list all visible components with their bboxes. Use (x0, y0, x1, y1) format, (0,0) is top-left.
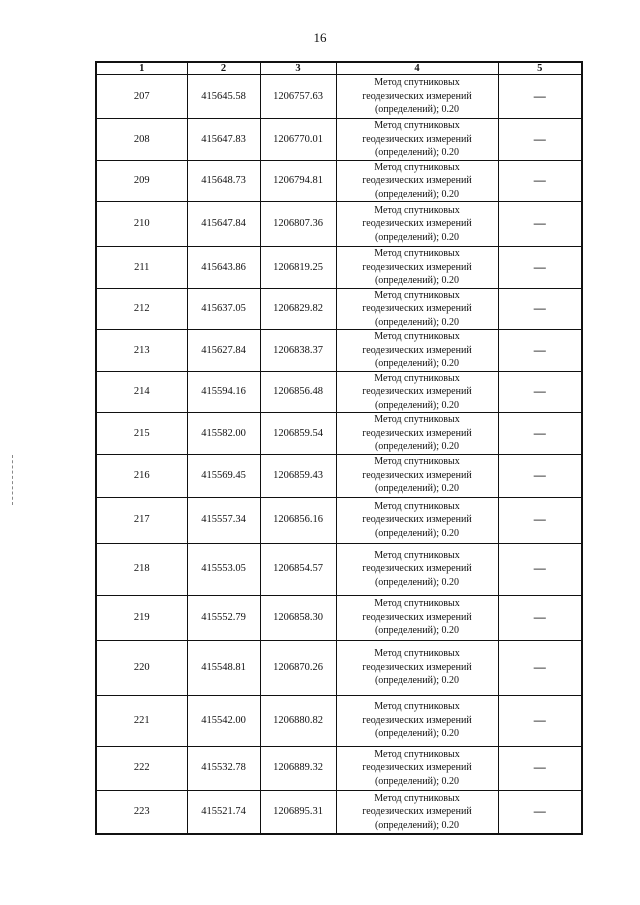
note-cell: — (498, 288, 582, 330)
point-number-cell: 212 (96, 288, 187, 330)
method-cell: Метод спутниковых геодезических измерений (определений); 0.20 (336, 247, 498, 289)
x-coordinate-cell: 415648.73 (187, 160, 260, 202)
table-row (96, 119, 582, 161)
method-cell: Метод спутниковых геодезических измерений (определений); 0.20 (336, 202, 498, 247)
y-coordinate-cell: 1206856.16 (260, 497, 336, 543)
table-body (96, 75, 582, 835)
table-row (96, 160, 582, 202)
y-coordinate-cell: 1206757.63 (260, 75, 336, 119)
note-cell: — (498, 75, 582, 119)
y-coordinate-cell: 1206819.25 (260, 247, 336, 289)
note-cell: — (498, 497, 582, 543)
method-cell: Метод спутниковых геодезических измерений (определений); 0.20 (336, 413, 498, 455)
x-coordinate-cell: 415553.05 (187, 543, 260, 595)
note-cell: — (498, 595, 582, 640)
method-cell: Метод спутниковых геодезических измерений (определений); 0.20 (336, 640, 498, 695)
column-header: 4 (336, 62, 498, 75)
note-cell: — (498, 413, 582, 455)
method-cell: Метод спутниковых геодезических измерений (определений); 0.20 (336, 330, 498, 372)
method-cell: Метод спутниковых геодезических измерений (определений); 0.20 (336, 160, 498, 202)
table-row (96, 202, 582, 247)
method-cell: Метод спутниковых геодезических измерений (определений); 0.20 (336, 371, 498, 413)
method-cell: Метод спутниковых геодезических измерений (определений); 0.20 (336, 288, 498, 330)
point-number-cell: 211 (96, 247, 187, 289)
x-coordinate-cell: 415582.00 (187, 413, 260, 455)
y-coordinate-cell: 1206829.82 (260, 288, 336, 330)
x-coordinate-cell: 415532.78 (187, 746, 260, 790)
x-coordinate-cell: 415548.81 (187, 640, 260, 695)
column-header: 2 (187, 62, 260, 75)
x-coordinate-cell: 415647.84 (187, 202, 260, 247)
method-cell: Метод спутниковых геодезических измерений (определений); 0.20 (336, 595, 498, 640)
y-coordinate-cell: 1206770.01 (260, 119, 336, 161)
y-coordinate-cell: 1206880.82 (260, 695, 336, 746)
note-cell: — (498, 119, 582, 161)
y-coordinate-cell: 1206895.31 (260, 790, 336, 834)
table-row (96, 247, 582, 289)
point-number-cell: 208 (96, 119, 187, 161)
table-row (96, 640, 582, 695)
point-number-cell: 215 (96, 413, 187, 455)
x-coordinate-cell: 415645.58 (187, 75, 260, 119)
coordinates-table (95, 61, 583, 835)
y-coordinate-cell: 1206870.26 (260, 640, 336, 695)
point-number-cell: 219 (96, 595, 187, 640)
note-cell: — (498, 202, 582, 247)
note-cell: — (498, 371, 582, 413)
note-cell: — (498, 746, 582, 790)
note-cell: — (498, 330, 582, 372)
table-row (96, 790, 582, 834)
table-row (96, 746, 582, 790)
point-number-cell: 218 (96, 543, 187, 595)
note-cell: — (498, 454, 582, 497)
x-coordinate-cell: 415521.74 (187, 790, 260, 834)
y-coordinate-cell: 1206859.54 (260, 413, 336, 455)
method-cell: Метод спутниковых геодезических измерений (определений); 0.20 (336, 497, 498, 543)
table-row (96, 695, 582, 746)
table-row (96, 288, 582, 330)
method-cell: Метод спутниковых геодезических измерений (определений); 0.20 (336, 119, 498, 161)
x-coordinate-cell: 415569.45 (187, 454, 260, 497)
table-row (96, 454, 582, 497)
table-row (96, 413, 582, 455)
y-coordinate-cell: 1206856.48 (260, 371, 336, 413)
method-cell: Метод спутниковых геодезических измерений (определений); 0.20 (336, 543, 498, 595)
y-coordinate-cell: 1206889.32 (260, 746, 336, 790)
point-number-cell: 216 (96, 454, 187, 497)
point-number-cell: 213 (96, 330, 187, 372)
method-cell: Метод спутниковых геодезических измерений (определений); 0.20 (336, 790, 498, 834)
point-number-cell: 210 (96, 202, 187, 247)
note-cell: — (498, 640, 582, 695)
x-coordinate-cell: 415552.79 (187, 595, 260, 640)
x-coordinate-cell: 415643.86 (187, 247, 260, 289)
margin-mark (12, 455, 13, 505)
method-cell: Метод спутниковых геодезических измерений (определений); 0.20 (336, 695, 498, 746)
x-coordinate-cell: 415637.05 (187, 288, 260, 330)
x-coordinate-cell: 415647.83 (187, 119, 260, 161)
column-header: 1 (96, 62, 187, 75)
note-cell: — (498, 160, 582, 202)
x-coordinate-cell: 415557.34 (187, 497, 260, 543)
note-cell: — (498, 695, 582, 746)
note-cell: — (498, 790, 582, 834)
x-coordinate-cell: 415627.84 (187, 330, 260, 372)
method-cell: Метод спутниковых геодезических измерений (определений); 0.20 (336, 454, 498, 497)
table-row (96, 497, 582, 543)
y-coordinate-cell: 1206807.36 (260, 202, 336, 247)
point-number-cell: 221 (96, 695, 187, 746)
x-coordinate-cell: 415542.00 (187, 695, 260, 746)
table-row (96, 330, 582, 372)
table-row (96, 543, 582, 595)
point-number-cell: 223 (96, 790, 187, 834)
point-number-cell: 214 (96, 371, 187, 413)
method-cell: Метод спутниковых геодезических измерений (определений); 0.20 (336, 746, 498, 790)
point-number-cell: 207 (96, 75, 187, 119)
y-coordinate-cell: 1206854.57 (260, 543, 336, 595)
x-coordinate-cell: 415594.16 (187, 371, 260, 413)
y-coordinate-cell: 1206838.37 (260, 330, 336, 372)
y-coordinate-cell: 1206858.30 (260, 595, 336, 640)
table-row (96, 595, 582, 640)
y-coordinate-cell: 1206794.81 (260, 160, 336, 202)
column-header: 3 (260, 62, 336, 75)
y-coordinate-cell: 1206859.43 (260, 454, 336, 497)
point-number-cell: 220 (96, 640, 187, 695)
note-cell: — (498, 543, 582, 595)
column-header: 5 (498, 62, 582, 75)
point-number-cell: 209 (96, 160, 187, 202)
table-row (96, 75, 582, 119)
page-number: 16 (313, 30, 327, 45)
point-number-cell: 217 (96, 497, 187, 543)
point-number-cell: 222 (96, 746, 187, 790)
table-header-row (96, 62, 582, 75)
note-cell: — (498, 247, 582, 289)
method-cell: Метод спутниковых геодезических измерений (определений); 0.20 (336, 75, 498, 119)
table-row (96, 371, 582, 413)
